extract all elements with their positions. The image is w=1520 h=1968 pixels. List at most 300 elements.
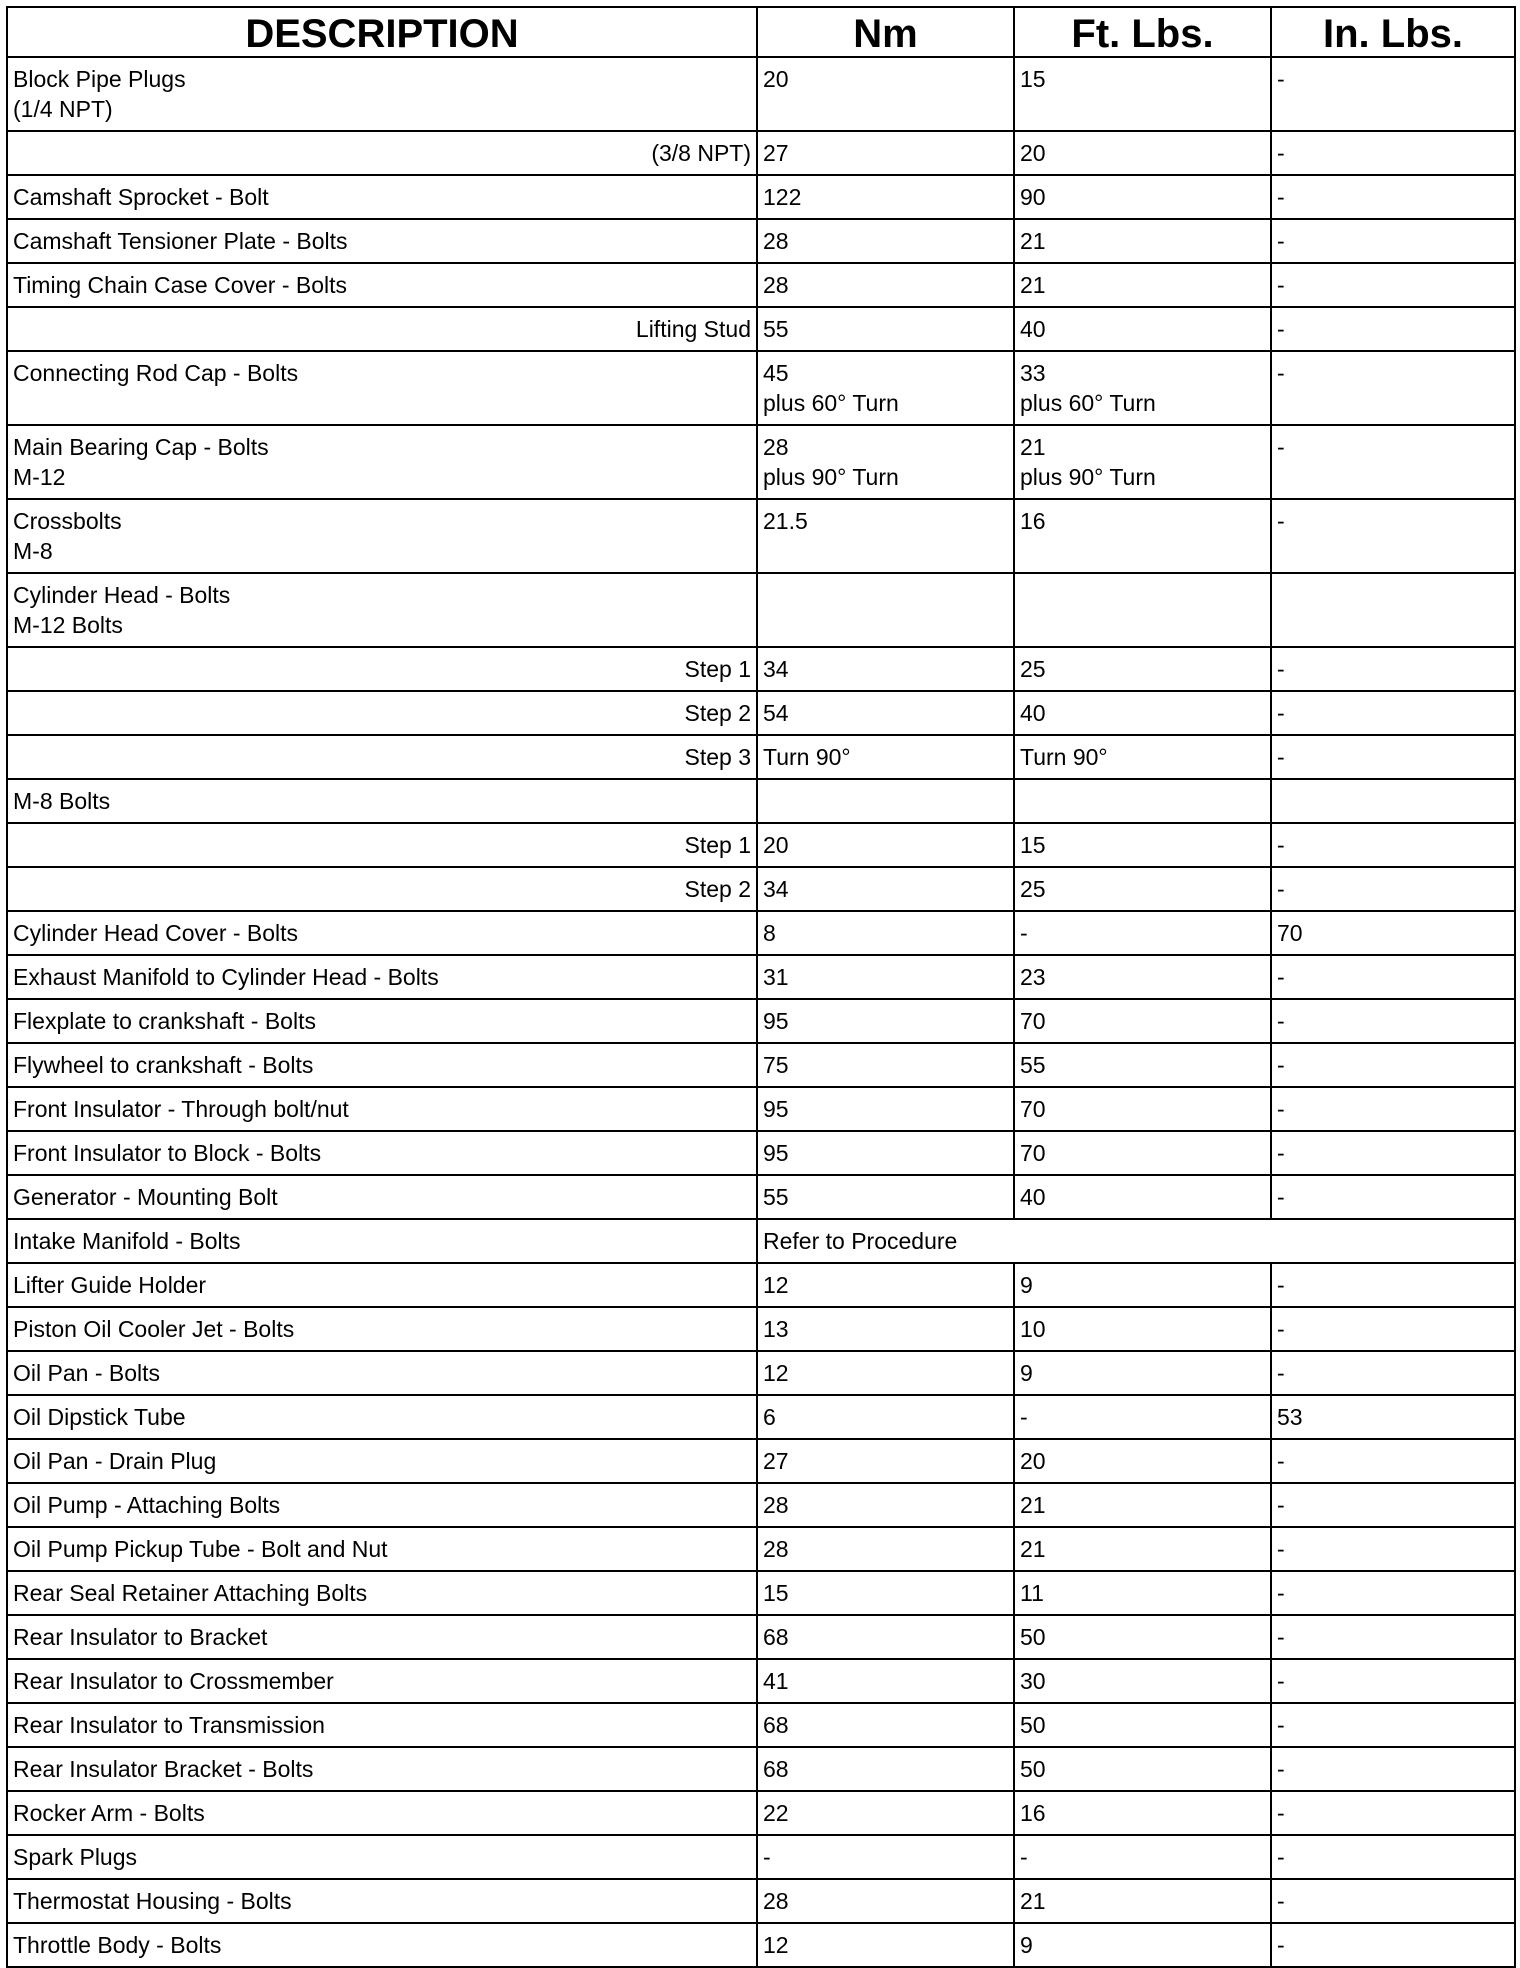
nm-cell — [757, 219, 1014, 263]
description-cell-line: Timing Chain Case Cover - Bolts — [13, 272, 348, 298]
description-cell-line: Cylinder Head - Bolts — [13, 582, 231, 608]
nm-cell-line: 95 — [763, 1140, 789, 1166]
nm-cell-line: - — [763, 1844, 771, 1870]
in-lbs-cell: - — [1271, 351, 1515, 425]
in-lbs-cell: - — [1271, 1175, 1515, 1219]
ft-lbs-cell-line: 10 — [1020, 1316, 1046, 1342]
nm-cell-line: 28 — [763, 1536, 789, 1562]
nm-cell — [757, 1835, 1014, 1879]
nm-cell — [757, 735, 1014, 779]
ft-lbs-cell-line: 50 — [1020, 1756, 1046, 1782]
in-lbs-cell: - — [1271, 955, 1515, 999]
nm-cell — [757, 779, 1014, 823]
table-row — [7, 57, 1515, 131]
nm-cell-line: plus 60° Turn — [763, 390, 899, 416]
description-cell-line: Camshaft Sprocket - Bolt — [13, 184, 269, 210]
description-cell — [7, 691, 757, 735]
ft-lbs-cell-line: 50 — [1020, 1712, 1046, 1738]
nm-cell — [757, 425, 1014, 499]
description-cell — [7, 1087, 757, 1131]
ft-lbs-cell-line: 21 — [1020, 1888, 1046, 1914]
nm-cell — [757, 1879, 1014, 1923]
description-cell-line: Rear Seal Retainer Attaching Bolts — [13, 1580, 368, 1606]
in-lbs-cell: - — [1271, 1439, 1515, 1483]
header-row — [7, 7, 1515, 57]
description-cell-line: Rocker Arm - Bolts — [13, 1800, 205, 1826]
in-lbs-cell: - — [1271, 1087, 1515, 1131]
table-row — [7, 219, 1515, 263]
description-cell-line: Connecting Rod Cap - Bolts — [13, 360, 299, 386]
ft-lbs-cell-line: 90 — [1020, 184, 1046, 210]
nm-cell — [757, 573, 1014, 647]
nm-cell-line: 21.5 — [763, 508, 808, 534]
nm-cell-line: 28 — [763, 1888, 789, 1914]
table-row — [7, 1703, 1515, 1747]
ft-lbs-cell — [1014, 1879, 1271, 1923]
description-cell-line: Step 2 — [684, 876, 751, 902]
in-lbs-cell: - — [1271, 999, 1515, 1043]
nm-cell-line: 55 — [763, 316, 789, 342]
description-cell — [7, 911, 757, 955]
description-cell-line: Main Bearing Cap - Bolts — [13, 434, 269, 460]
in-lbs-cell: - — [1271, 1703, 1515, 1747]
nm-cell — [757, 911, 1014, 955]
ft-lbs-cell — [1014, 1483, 1271, 1527]
description-cell-line: Step 1 — [684, 656, 751, 682]
nm-cell — [757, 1307, 1014, 1351]
table-row — [7, 425, 1515, 499]
description-cell-line: Rear Insulator to Transmission — [13, 1712, 325, 1738]
description-cell — [7, 867, 757, 911]
nm-cell-line: 34 — [763, 876, 789, 902]
ft-lbs-cell — [1014, 955, 1271, 999]
ft-lbs-cell — [1014, 573, 1271, 647]
description-cell — [7, 1615, 757, 1659]
nm-cell-line: 15 — [763, 1580, 789, 1606]
nm-cell-line: 13 — [763, 1316, 789, 1342]
ft-lbs-cell — [1014, 735, 1271, 779]
description-cell — [7, 499, 757, 573]
table-row — [7, 1791, 1515, 1835]
nm-cell-line: 68 — [763, 1712, 789, 1738]
description-cell-line: (3/8 NPT) — [651, 140, 751, 166]
nm-cell-line: 6 — [763, 1404, 776, 1430]
table-row — [7, 1527, 1515, 1571]
ft-lbs-cell-line: 15 — [1020, 832, 1046, 858]
nm-cell — [757, 1527, 1014, 1571]
table-row — [7, 1175, 1515, 1219]
ft-lbs-cell — [1014, 1703, 1271, 1747]
description-cell — [7, 1351, 757, 1395]
ft-lbs-cell-line: 9 — [1020, 1932, 1033, 1958]
nm-cell-line: 20 — [763, 66, 789, 92]
in-lbs-cell: - — [1271, 1307, 1515, 1351]
description-cell-line: Lifter Guide Holder — [13, 1272, 207, 1298]
ft-lbs-cell — [1014, 175, 1271, 219]
ft-lbs-cell — [1014, 1307, 1271, 1351]
in-lbs-cell: - — [1271, 1615, 1515, 1659]
nm-cell-line: 95 — [763, 1096, 789, 1122]
nm-cell-line: 12 — [763, 1360, 789, 1386]
description-cell — [7, 999, 757, 1043]
nm-cell-line: 95 — [763, 1008, 789, 1034]
description-cell-line: Piston Oil Cooler Jet - Bolts — [13, 1316, 295, 1342]
nm-cell-line: Turn 90° — [763, 744, 851, 770]
table-body — [7, 57, 1515, 1967]
ft-lbs-cell-line: plus 60° Turn — [1020, 390, 1156, 416]
description-cell — [7, 573, 757, 647]
ft-lbs-cell — [1014, 1087, 1271, 1131]
description-cell — [7, 219, 757, 263]
description-cell — [7, 735, 757, 779]
in-lbs-cell — [1271, 573, 1515, 647]
ft-lbs-cell — [1014, 1747, 1271, 1791]
description-cell-line: M-8 — [13, 538, 53, 564]
ft-lbs-cell — [1014, 1791, 1271, 1835]
ft-lbs-cell-line: 40 — [1020, 700, 1046, 726]
description-cell-line: Camshaft Tensioner Plate - Bolts — [13, 228, 348, 254]
ft-lbs-cell-line: 25 — [1020, 656, 1046, 682]
nm-cell-line: 20 — [763, 832, 789, 858]
nm-cell-line: 31 — [763, 964, 789, 990]
description-cell-line: Block Pipe Plugs — [13, 66, 186, 92]
ft-lbs-cell — [1014, 263, 1271, 307]
nm-cell — [757, 1747, 1014, 1791]
ft-lbs-cell — [1014, 425, 1271, 499]
table-row — [7, 647, 1515, 691]
in-lbs-cell: - — [1271, 1263, 1515, 1307]
description-cell — [7, 1131, 757, 1175]
ft-lbs-cell-line: 33 — [1020, 360, 1046, 386]
ft-lbs-cell — [1014, 911, 1271, 955]
description-cell — [7, 1835, 757, 1879]
description-cell — [7, 1395, 757, 1439]
nm-cell-line: 68 — [763, 1756, 789, 1782]
table-row — [7, 1131, 1515, 1175]
in-lbs-cell: - — [1271, 735, 1515, 779]
ft-lbs-cell-line: - — [1020, 920, 1028, 946]
ft-lbs-cell-line: Turn 90° — [1020, 744, 1108, 770]
ft-lbs-cell — [1014, 647, 1271, 691]
ft-lbs-cell — [1014, 351, 1271, 425]
description-cell — [7, 1175, 757, 1219]
ft-lbs-cell-line: - — [1020, 1404, 1028, 1430]
table-row — [7, 1087, 1515, 1131]
nm-cell — [757, 1791, 1014, 1835]
ft-lbs-cell — [1014, 57, 1271, 131]
ft-lbs-cell-line: 9 — [1020, 1360, 1033, 1386]
description-cell — [7, 1219, 757, 1263]
in-lbs-cell: - — [1271, 647, 1515, 691]
ft-lbs-cell-line: 40 — [1020, 1184, 1046, 1210]
nm-cell — [757, 57, 1014, 131]
description-cell-line: Oil Dipstick Tube — [13, 1404, 186, 1430]
description-cell-line: Front Insulator - Through bolt/nut — [13, 1096, 349, 1122]
in-lbs-cell: - — [1271, 1835, 1515, 1879]
table-row — [7, 1395, 1515, 1439]
table-row — [7, 573, 1515, 647]
ft-lbs-cell — [1014, 1527, 1271, 1571]
in-lbs-cell: 70 — [1271, 911, 1515, 955]
nm-cell — [757, 1483, 1014, 1527]
table-row — [7, 1879, 1515, 1923]
nm-cell — [757, 263, 1014, 307]
description-cell — [7, 823, 757, 867]
nm-cell-line: 45 — [763, 360, 789, 386]
ft-lbs-cell — [1014, 1571, 1271, 1615]
description-cell-line: Step 2 — [684, 700, 751, 726]
description-cell — [7, 647, 757, 691]
table-row — [7, 911, 1515, 955]
table-row — [7, 175, 1515, 219]
ft-lbs-cell-line: 70 — [1020, 1008, 1046, 1034]
nm-cell-line: 41 — [763, 1668, 789, 1694]
description-cell — [7, 263, 757, 307]
in-lbs-cell: - — [1271, 57, 1515, 131]
ft-lbs-cell-line: 30 — [1020, 1668, 1046, 1694]
nm-cell — [757, 1263, 1014, 1307]
ft-lbs-cell-line: 50 — [1020, 1624, 1046, 1650]
table-row — [7, 1483, 1515, 1527]
table-row — [7, 1835, 1515, 1879]
description-cell-line: Intake Manifold - Bolts — [13, 1228, 241, 1254]
in-lbs-cell — [1271, 779, 1515, 823]
description-cell — [7, 1571, 757, 1615]
description-cell-line: Rear Insulator to Bracket — [13, 1624, 268, 1650]
ft-lbs-cell — [1014, 1263, 1271, 1307]
in-lbs-cell: - — [1271, 691, 1515, 735]
header-description: DESCRIPTION — [7, 7, 757, 57]
description-cell-line: Generator - Mounting Bolt — [13, 1184, 278, 1210]
nm-cell-line: 122 — [763, 184, 802, 210]
table-row — [7, 263, 1515, 307]
description-cell-line: M-8 Bolts — [13, 788, 111, 814]
ft-lbs-cell-line: 20 — [1020, 140, 1046, 166]
in-lbs-cell: 53 — [1271, 1395, 1515, 1439]
in-lbs-cell: - — [1271, 1659, 1515, 1703]
description-cell — [7, 779, 757, 823]
nm-cell — [757, 1087, 1014, 1131]
ft-lbs-cell-line: 25 — [1020, 876, 1046, 902]
description-cell — [7, 1527, 757, 1571]
nm-cell-line: 22 — [763, 1800, 789, 1826]
description-cell — [7, 57, 757, 131]
description-cell — [7, 1703, 757, 1747]
description-cell — [7, 1043, 757, 1087]
ft-lbs-cell — [1014, 1395, 1271, 1439]
ft-lbs-cell-line: 20 — [1020, 1448, 1046, 1474]
ft-lbs-cell — [1014, 779, 1271, 823]
ft-lbs-cell — [1014, 1439, 1271, 1483]
in-lbs-cell: - — [1271, 219, 1515, 263]
description-cell-line: Exhaust Manifold to Cylinder Head - Bolts — [13, 964, 439, 990]
description-cell-line: Flywheel to crankshaft - Bolts — [13, 1052, 314, 1078]
torque-spec-sheet — [6, 6, 1514, 1968]
ft-lbs-cell — [1014, 1615, 1271, 1659]
ft-lbs-cell — [1014, 1659, 1271, 1703]
ft-lbs-cell — [1014, 1131, 1271, 1175]
ft-lbs-cell-line: 16 — [1020, 508, 1046, 534]
table-row — [7, 735, 1515, 779]
ft-lbs-cell-line: 21 — [1020, 1536, 1046, 1562]
table-row — [7, 955, 1515, 999]
table-row — [7, 1351, 1515, 1395]
in-lbs-cell: - — [1271, 425, 1515, 499]
ft-lbs-cell — [1014, 307, 1271, 351]
header-in-lbs: In. Lbs. — [1271, 7, 1515, 57]
in-lbs-cell: - — [1271, 1923, 1515, 1967]
ft-lbs-cell-line: 40 — [1020, 316, 1046, 342]
nm-cell — [757, 999, 1014, 1043]
ft-lbs-cell — [1014, 131, 1271, 175]
description-cell-line: (1/4 NPT) — [13, 96, 113, 122]
ft-lbs-cell-line: 21 — [1020, 272, 1046, 298]
table-row — [7, 1439, 1515, 1483]
in-lbs-cell: - — [1271, 823, 1515, 867]
torque-table — [6, 6, 1516, 1968]
in-lbs-cell: - — [1271, 307, 1515, 351]
ft-lbs-cell — [1014, 823, 1271, 867]
table-row — [7, 499, 1515, 573]
in-lbs-cell: - — [1271, 1351, 1515, 1395]
table-row — [7, 131, 1515, 175]
nm-cell — [757, 1043, 1014, 1087]
description-cell-line: Oil Pan - Bolts — [13, 1360, 160, 1386]
table-row — [7, 691, 1515, 735]
in-lbs-cell: - — [1271, 1483, 1515, 1527]
description-cell — [7, 1483, 757, 1527]
nm-cell-line: 27 — [763, 140, 789, 166]
table-row — [7, 823, 1515, 867]
ft-lbs-cell-line: 23 — [1020, 964, 1046, 990]
nm-cell — [757, 1571, 1014, 1615]
nm-cell-line: plus 90° Turn — [763, 464, 899, 490]
nm-cell-line: 28 — [763, 434, 789, 460]
description-cell-line: Rear Insulator to Crossmember — [13, 1668, 334, 1694]
nm-cell — [757, 955, 1014, 999]
ft-lbs-cell-line: - — [1020, 1844, 1028, 1870]
nm-cell — [757, 647, 1014, 691]
ft-lbs-cell — [1014, 1351, 1271, 1395]
in-lbs-cell: - — [1271, 1879, 1515, 1923]
description-cell-line: Step 3 — [684, 744, 751, 770]
description-cell — [7, 955, 757, 999]
description-cell — [7, 175, 757, 219]
table-row — [7, 867, 1515, 911]
description-cell — [7, 351, 757, 425]
description-cell — [7, 1791, 757, 1835]
table-row — [7, 351, 1515, 425]
description-cell — [7, 1307, 757, 1351]
ft-lbs-cell-line: 16 — [1020, 1800, 1046, 1826]
nm-cell — [757, 1351, 1014, 1395]
ft-lbs-cell — [1014, 1175, 1271, 1219]
ft-lbs-cell-line: 55 — [1020, 1052, 1046, 1078]
nm-cell — [757, 1703, 1014, 1747]
description-cell-line: Cylinder Head Cover - Bolts — [13, 920, 299, 946]
in-lbs-cell: - — [1271, 1043, 1515, 1087]
description-cell-line: Rear Insulator Bracket - Bolts — [13, 1756, 314, 1782]
description-cell-line: M-12 — [13, 464, 66, 490]
description-cell — [7, 1263, 757, 1307]
nm-cell-line: 54 — [763, 700, 789, 726]
ft-lbs-cell-line: 70 — [1020, 1096, 1046, 1122]
in-lbs-cell: - — [1271, 1571, 1515, 1615]
table-row — [7, 1923, 1515, 1967]
description-cell-line: Thermostat Housing - Bolts — [13, 1888, 292, 1914]
description-cell-line: Step 1 — [684, 832, 751, 858]
nm-cell-line: 12 — [763, 1272, 789, 1298]
table-row — [7, 999, 1515, 1043]
table-row — [7, 779, 1515, 823]
nm-cell — [757, 1395, 1014, 1439]
description-cell-line: Crossbolts — [13, 508, 122, 534]
in-lbs-cell: - — [1271, 1747, 1515, 1791]
description-cell — [7, 1879, 757, 1923]
nm-cell — [757, 307, 1014, 351]
in-lbs-cell: - — [1271, 175, 1515, 219]
description-cell-line: Oil Pan - Drain Plug — [13, 1448, 217, 1474]
nm-cell-line: 28 — [763, 272, 789, 298]
nm-cell — [757, 867, 1014, 911]
description-cell — [7, 425, 757, 499]
table-row — [7, 1307, 1515, 1351]
description-cell — [7, 1747, 757, 1791]
nm-cell-line: 68 — [763, 1624, 789, 1650]
nm-cell-line: 34 — [763, 656, 789, 682]
nm-cell — [757, 691, 1014, 735]
ft-lbs-cell-line: 21 — [1020, 1492, 1046, 1518]
ft-lbs-cell-line: 15 — [1020, 66, 1046, 92]
description-cell-line: Lifting Stud — [635, 316, 751, 342]
nm-cell — [757, 1923, 1014, 1967]
table-row — [7, 1043, 1515, 1087]
description-cell — [7, 131, 757, 175]
in-lbs-cell: - — [1271, 1791, 1515, 1835]
table-row — [7, 1659, 1515, 1703]
nm-cell — [757, 351, 1014, 425]
ft-lbs-cell — [1014, 499, 1271, 573]
description-cell-line: Front Insulator to Block - Bolts — [13, 1140, 322, 1166]
ft-lbs-cell — [1014, 867, 1271, 911]
ft-lbs-cell-line: 70 — [1020, 1140, 1046, 1166]
nm-cell — [757, 1439, 1014, 1483]
table-row — [7, 1615, 1515, 1659]
ft-lbs-cell — [1014, 1043, 1271, 1087]
merged-value-cell: Refer to Procedure — [757, 1219, 1515, 1263]
ft-lbs-cell-line: 21 — [1020, 434, 1046, 460]
in-lbs-cell: - — [1271, 263, 1515, 307]
description-cell — [7, 1659, 757, 1703]
in-lbs-cell: - — [1271, 131, 1515, 175]
ft-lbs-cell-line: 11 — [1020, 1580, 1044, 1606]
description-cell-line: Flexplate to crankshaft - Bolts — [13, 1008, 316, 1034]
ft-lbs-cell-line: plus 90° Turn — [1020, 464, 1156, 490]
nm-cell-line: 75 — [763, 1052, 789, 1078]
nm-cell — [757, 1131, 1014, 1175]
description-cell — [7, 307, 757, 351]
description-cell-line: Oil Pump Pickup Tube - Bolt and Nut — [13, 1536, 388, 1562]
table-row — [7, 1263, 1515, 1307]
nm-cell — [757, 1615, 1014, 1659]
table-row — [7, 307, 1515, 351]
nm-cell-line: 55 — [763, 1184, 789, 1210]
description-cell — [7, 1439, 757, 1483]
ft-lbs-cell — [1014, 1835, 1271, 1879]
nm-cell-line: 28 — [763, 228, 789, 254]
description-cell-line: Throttle Body - Bolts — [13, 1932, 222, 1958]
description-cell-line: Spark Plugs — [13, 1844, 138, 1870]
